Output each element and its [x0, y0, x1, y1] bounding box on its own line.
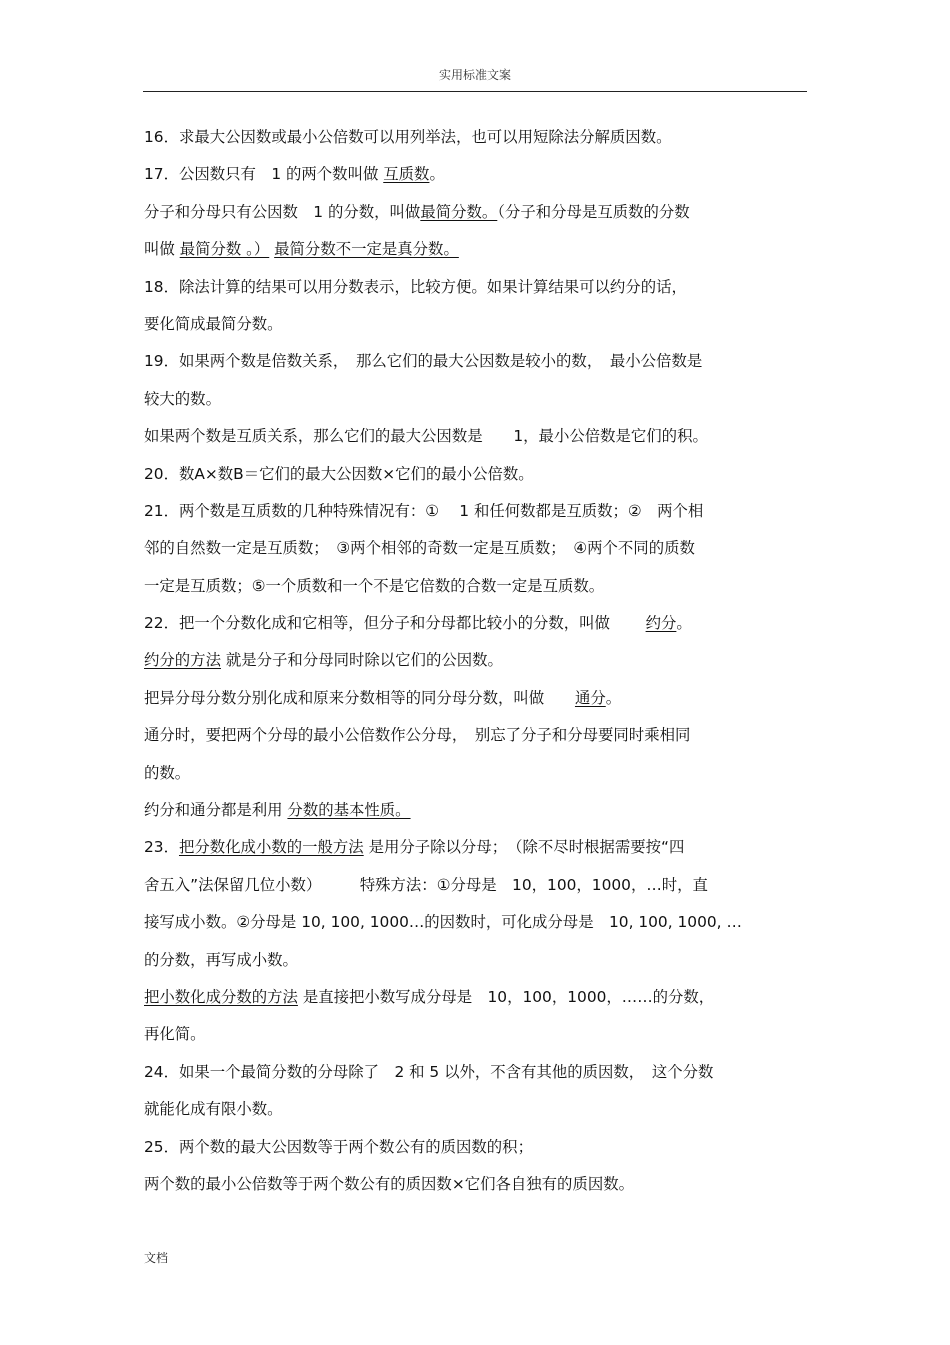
line-text: 。	[429, 165, 445, 184]
line-text: 较大的数。	[144, 389, 221, 408]
line-text: 。	[676, 614, 692, 633]
text-line	[144, 606, 808, 643]
text-line	[144, 344, 808, 381]
text-line	[144, 1130, 808, 1167]
underlined-term: 约分	[645, 614, 677, 633]
underlined-term: 分数的基本性质。	[287, 801, 411, 820]
underlined-term: 约分的方法	[144, 651, 221, 670]
text-line	[144, 195, 808, 232]
line-text: 25．两个数的最大公因数等于两个数公有的质因数的积；	[144, 1137, 533, 1156]
line-text: 两个数的最小公倍数等于两个数公有的质因数×它们各自独有的质因数。	[144, 1174, 635, 1193]
text-line	[144, 120, 808, 157]
text-line	[144, 1167, 808, 1204]
text-line	[144, 270, 808, 307]
text-line	[144, 494, 808, 531]
underlined-term: 把小数化成分数的方法	[144, 987, 298, 1006]
text-line	[144, 1092, 808, 1129]
line-text: 22．把一个分数化成和它相等，但分子和分母都比较小的分数，叫做	[144, 614, 646, 633]
text-line	[144, 382, 808, 419]
line-text: 再化简。	[144, 1025, 206, 1044]
text-line	[144, 756, 808, 793]
line-text: 就是分子和分母同时除以它们的公因数。	[220, 651, 503, 670]
text-line	[144, 457, 808, 494]
text-line	[144, 307, 808, 344]
page-header: 实用标准文案	[438, 68, 511, 82]
line-text: 分子和分母只有公因数 1 的分数，叫做	[144, 202, 421, 221]
line-text: 19．如果两个数是倍数关系， 那么它们的最大公因数是较小的数， 最小公倍数是	[144, 352, 703, 371]
line-text: 是直接把小数写成分母是 10，100，1000，……的分数，	[297, 987, 715, 1006]
line-text: 如果两个数是互质关系，那么它们的最大公因数是 1，最小公倍数是它们的积。	[144, 427, 708, 446]
text-line	[144, 943, 808, 980]
underlined-term: 最简分数 。）	[179, 240, 270, 259]
text-line	[144, 419, 808, 456]
text-line	[144, 1055, 808, 1092]
line-text: 是用分子除以分母； （除不尽时根据需要按“四	[363, 838, 685, 857]
line-text: 21．两个数是互质数的几种特殊情况有：① 1 和任何数都是互质数；② 两个相	[144, 501, 704, 520]
underlined-term: 通分	[574, 688, 606, 707]
text-line	[144, 643, 808, 680]
line-text: 就能化成有限小数。	[144, 1100, 283, 1119]
text-line	[144, 232, 808, 269]
header-divider	[143, 91, 807, 92]
text-line	[144, 793, 808, 830]
line-text: 约分和通分都是利用	[144, 801, 288, 820]
line-text: 。	[605, 688, 622, 707]
line-text: 16．求最大公因数或最小公倍数可以用列举法，也可以用短除法分解质因数。	[144, 128, 672, 146]
line-text: 接写成小数。②分母是 10, 100, 1000…的因数时，可化成分母是 10, 100, 1000, …	[144, 913, 742, 932]
text-line	[144, 905, 808, 942]
text-line	[144, 1017, 808, 1054]
document-body	[144, 120, 808, 1204]
line-text: 23．	[144, 838, 179, 857]
line-text: 18．除法计算的结果可以用分数表示，比较方便。如果计算结果可以约分的话，	[144, 277, 687, 296]
line-text: 20．数A×数B＝它们的最大公因数×它们的最小公倍数。	[144, 464, 534, 483]
text-line	[144, 868, 808, 905]
line-text: 要化简成最简分数。	[144, 314, 283, 333]
underlined-term: 最简分数。	[420, 202, 498, 221]
text-line	[144, 718, 808, 755]
text-line	[144, 157, 808, 194]
line-text: 叫做	[144, 240, 180, 259]
line-text: 舍五入”法保留几位小数） 特殊方法：①分母是 10，100，1000，…时，直	[144, 875, 708, 894]
text-line	[144, 681, 808, 718]
text-line	[144, 569, 808, 606]
text-line	[144, 980, 808, 1017]
line-text: 一定是互质数；⑤一个质数和一个不是它倍数的合数一定是互质数。	[144, 576, 605, 595]
line-text: 通分时，要把两个分母的最小公倍数作公分母， 别忘了分子和分母要同时乘相同	[144, 726, 691, 745]
text-line	[144, 830, 808, 867]
line-text: 24．如果一个最简分数的分母除了 2 和 5 以外，不含有其他的质因数， 这个分数	[144, 1062, 714, 1081]
line-text: 把异分母分数分别化成和原来分数相等的同分母分数，叫做	[144, 688, 575, 707]
line-text: 的分数，再写成小数。	[144, 950, 298, 969]
line-text: （分子和分母是互质数的分数	[497, 202, 690, 221]
page-footer: 文档	[144, 1251, 169, 1265]
underlined-term: 把分数化成小数的一般方法	[178, 838, 364, 857]
line-text: 17．公因数只有 1 的两个数叫做	[144, 165, 384, 184]
underlined-term: 最简分数不一定是真分数。	[274, 240, 459, 259]
line-text: 的数。	[144, 763, 191, 782]
line-text: 邻的自然数一定是互质数； ③两个相邻的奇数一定是互质数； ④两个不同的质数	[144, 539, 695, 558]
underlined-term: 互质数	[383, 165, 430, 184]
text-line	[144, 531, 808, 568]
